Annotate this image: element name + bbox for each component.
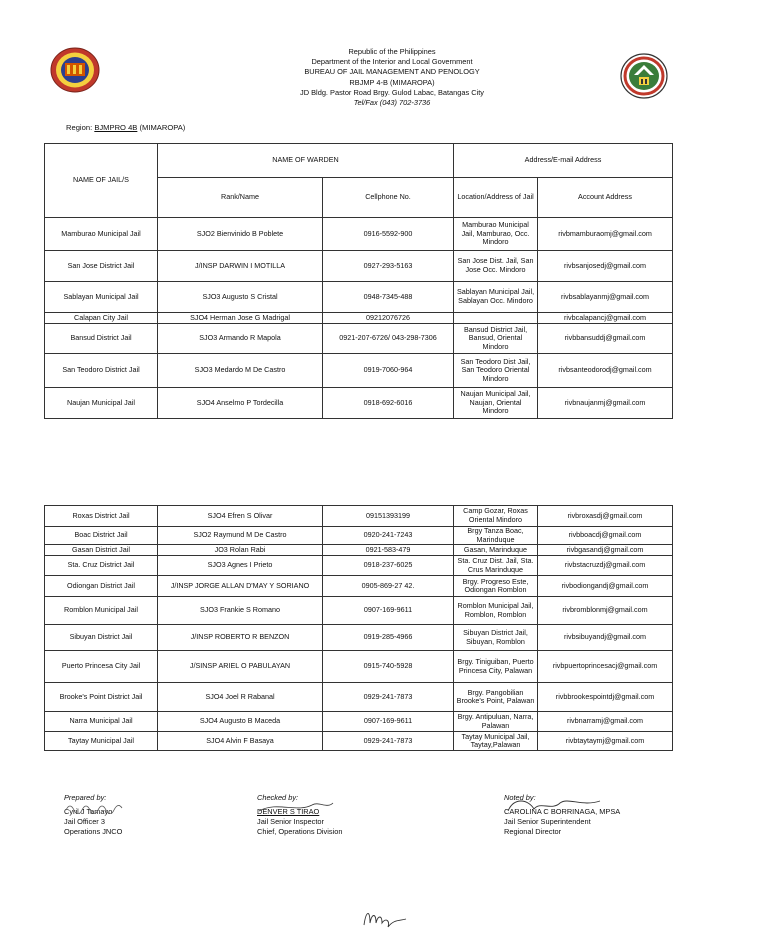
- jail-name-cell: Naujan Municipal Jail: [45, 388, 158, 419]
- header-line-telfax: Tel/Fax (043) 702-3736: [353, 98, 431, 108]
- email-cell: rivbgasandj@gmail.com: [538, 545, 673, 556]
- cellphone-cell: 0929-241-7873: [323, 683, 454, 712]
- table-row: [45, 282, 673, 313]
- email-cell: rivbcalapancj@gmail.com: [538, 313, 673, 324]
- header-cellphone: Cellphone No.: [323, 178, 454, 218]
- warden-cell: SJO4 Alvin F Basaya: [158, 732, 323, 751]
- cellphone-cell: 0916-5592-900: [323, 218, 454, 251]
- jail-name-cell: Sibuyan District Jail: [45, 625, 158, 651]
- cellphone-cell: 0905-869-27 42.: [323, 576, 454, 597]
- email-cell: rivbbansuddj@gmail.com: [538, 324, 673, 354]
- header-line-dilg: Department of the Interior and Local Government: [311, 57, 473, 67]
- header-location: Location/Address of Jail: [454, 178, 538, 218]
- jail-name-cell: Odiongan District Jail: [45, 576, 158, 597]
- region-label: Region:: [66, 123, 93, 132]
- table-row: [45, 251, 673, 282]
- noted-title2: Regional Director: [504, 827, 562, 836]
- header-line-address: JD Bldg. Pastor Road Brgy. Gulod Labac, Batangas City: [300, 87, 484, 97]
- location-cell: Sta. Cruz Dist. Jail, Sta. Crus Marinduque: [454, 556, 538, 576]
- table-row: [45, 545, 673, 556]
- handwritten-initials: [360, 905, 410, 931]
- cellphone-cell: 0919-285-4966: [323, 625, 454, 651]
- cellphone-cell: 0907-169-9611: [323, 712, 454, 732]
- location-cell: Naujan Municipal Jail, Naujan, Oriental Mindoro: [454, 388, 538, 419]
- jail-name-cell: Romblon Municipal Jail: [45, 597, 158, 625]
- noted-name: CAROLINA C BORRINAGA, MPSA: [504, 807, 621, 816]
- warden-cell: JO3 Rolan Rabi: [158, 545, 323, 556]
- cellphone-cell: 0919-7060-964: [323, 354, 454, 388]
- email-cell: rivbsablayanmj@gmail.com: [538, 282, 673, 313]
- warden-cell: SJO4 Augusto B Maceda: [158, 712, 323, 732]
- location-cell: Taytay Municipal Jail, Taytay,Palawan: [454, 732, 538, 751]
- header-warden: NAME OF WARDEN: [158, 144, 454, 178]
- warden-cell: SJO4 Joel R Rabanal: [158, 683, 323, 712]
- location-cell: Mamburao Municipal Jail, Mamburao, Occ. Mindoro: [454, 218, 538, 251]
- warden-cell: SJO3 Agnes I Prieto: [158, 556, 323, 576]
- email-cell: rivbsanteodorodj@gmail.com: [538, 354, 673, 388]
- jail-name-cell: San Teodoro District Jail: [45, 354, 158, 388]
- header-line-bjmp: BUREAU OF JAIL MANAGEMENT AND PENOLOGY: [304, 67, 480, 77]
- warden-cell: SJO3 Armando R Mapola: [158, 324, 323, 354]
- location-cell: Brgy. Antipuluan, Narra, Palawan: [454, 712, 538, 732]
- table-row: [45, 712, 673, 732]
- jail-directory-table-bottom: [44, 505, 673, 751]
- email-cell: rivbroxasdj@gmail.com: [538, 506, 673, 527]
- location-cell: [454, 313, 538, 324]
- table-row: [45, 506, 673, 527]
- noted-label: Noted by:: [504, 793, 536, 802]
- cellphone-cell: 0915-740-5928: [323, 651, 454, 683]
- prepared-name: Cyril J Tamayo: [64, 807, 113, 816]
- table-row: [45, 388, 673, 419]
- warden-cell: SJO3 Medardo M De Castro: [158, 354, 323, 388]
- table-row: [45, 556, 673, 576]
- location-cell: San Teodoro Dist Jail, San Teodoro Oriental Mindoro: [454, 354, 538, 388]
- cellphone-cell: 0921-583-479: [323, 545, 454, 556]
- header-line-region: RBJMP 4-B (MIMAROPA): [349, 77, 435, 87]
- table-row: [45, 732, 673, 751]
- location-cell: Bansud District Jail, Bansud, Oriental Mindoro: [454, 324, 538, 354]
- checked-name: DENVER S TIRAO: [257, 807, 320, 816]
- table-row: [45, 597, 673, 625]
- warden-cell: SJO3 Augusto S Cristal: [158, 282, 323, 313]
- location-cell: Gasan, Marinduque: [454, 545, 538, 556]
- jail-name-cell: Roxas District Jail: [45, 506, 158, 527]
- region-line: [66, 123, 185, 132]
- header-line-republic: Republic of the Philippines: [348, 47, 436, 56]
- table-row: [45, 354, 673, 388]
- warden-cell: J/INSP DARWIN I MOTILLA: [158, 251, 323, 282]
- warden-cell: SJO4 Herman Jose G Madrigal: [158, 313, 323, 324]
- jail-name-cell: Bansud District Jail: [45, 324, 158, 354]
- table-row: [45, 683, 673, 712]
- email-cell: rivbodiongandj@gmail.com: [538, 576, 673, 597]
- warden-cell: SJO3 Frankie S Romano: [158, 597, 323, 625]
- warden-cell: J/SINSP ARIEL O PABULAYAN: [158, 651, 323, 683]
- noted-title1: Jail Senior Superintendent: [504, 817, 591, 826]
- checked-title2: Chief, Operations Division: [257, 827, 343, 836]
- header-account: Account Address: [538, 178, 673, 218]
- location-cell: Sablayan Municipal Jail, Sablayan Occ. Mindoro: [454, 282, 538, 313]
- signature-scribble-prepared: [64, 802, 124, 814]
- header-address-email: Address/E-mail Address: [454, 144, 673, 178]
- table-row: [45, 625, 673, 651]
- header-jail: NAME OF JAIL/S: [45, 144, 158, 218]
- email-cell: rivbsanjosedj@gmail.com: [538, 251, 673, 282]
- location-cell: Sibuyan District Jail, Sibuyan, Romblon: [454, 625, 538, 651]
- jail-name-cell: Sablayan Municipal Jail: [45, 282, 158, 313]
- checked-label: Checked by:: [257, 793, 299, 802]
- cellphone-cell: 0929-241-7873: [323, 732, 454, 751]
- table-row: [45, 218, 673, 251]
- warden-cell: J/INSP ROBERTO R BENZON: [158, 625, 323, 651]
- warden-cell: J/INSP JORGE ALLAN D'MAY Y SORIANO: [158, 576, 323, 597]
- email-cell: rivbboacdj@gmail.com: [538, 527, 673, 545]
- table-row: [45, 527, 673, 545]
- bjmp-seal-left: [50, 47, 100, 93]
- email-cell: rivbpuertoprincesacj@gmail.com: [538, 651, 673, 683]
- cellphone-cell: 0921-207-6726/ 043-298-7306: [323, 324, 454, 354]
- location-cell: Brgy. Pangobilian Brooke's Point, Palawan: [454, 683, 538, 712]
- jail-name-cell: San Jose District Jail: [45, 251, 158, 282]
- checked-title1: Jail Senior Inspector: [257, 817, 324, 826]
- cellphone-cell: 0927-293-5163: [323, 251, 454, 282]
- jail-directory-table-top: [44, 143, 673, 419]
- location-cell: San Jose Dist. Jail, San Jose Occ. Mindoro: [454, 251, 538, 282]
- prepared-title1: Jail Officer 3: [64, 817, 105, 826]
- warden-cell: SJO2 Raymund M De Castro: [158, 527, 323, 545]
- checked-by-block: [257, 793, 342, 837]
- bjmp-seal-right: [620, 53, 668, 99]
- cellphone-cell: 09151393199: [323, 506, 454, 527]
- email-cell: rivbbrookespointdj@gmail.com: [538, 683, 673, 712]
- cellphone-cell: 0918-692-6016: [323, 388, 454, 419]
- jail-name-cell: Calapan City Jail: [45, 313, 158, 324]
- signature-scribble-checked: [257, 799, 337, 813]
- warden-cell: SJO4 Efren S Olivar: [158, 506, 323, 527]
- region-code: BJMPRO 4B: [94, 123, 138, 132]
- letterhead: [250, 47, 534, 108]
- prepared-by-block: [64, 793, 122, 837]
- table-row: [45, 324, 673, 354]
- jail-name-cell: Sta. Cruz District Jail: [45, 556, 158, 576]
- warden-cell: SJO4 Anselmo P Tordecilla: [158, 388, 323, 419]
- cellphone-cell: 09212076726: [323, 313, 454, 324]
- email-cell: rivbtaytaymj@gmail.com: [538, 732, 673, 751]
- email-cell: rivbmamburaomj@gmail.com: [538, 218, 673, 251]
- email-cell: rivbsibuyandj@gmail.com: [538, 625, 673, 651]
- region-name: (MIMAROPA): [139, 123, 186, 132]
- noted-by-block: [504, 793, 620, 837]
- cellphone-cell: 0920-241-7243: [323, 527, 454, 545]
- location-cell: Brgy. Tiniguiban, Puerto Princesa City, Palawan: [454, 651, 538, 683]
- jail-name-cell: Gasan District Jail: [45, 545, 158, 556]
- header-rank-name: Rank/Name: [158, 178, 323, 218]
- email-cell: rivbnaujanmj@gmail.com: [538, 388, 673, 419]
- cellphone-cell: 0948-7345-488: [323, 282, 454, 313]
- table-row: [45, 576, 673, 597]
- table-row: [45, 651, 673, 683]
- location-cell: Camp Gozar, Roxas Oriental Mindoro: [454, 506, 538, 527]
- jail-name-cell: Taytay Municipal Jail: [45, 732, 158, 751]
- cellphone-cell: 0918-237-6025: [323, 556, 454, 576]
- warden-cell: SJO2 Bienvinido B Poblete: [158, 218, 323, 251]
- email-cell: rivbnarramj@gmail.com: [538, 712, 673, 732]
- email-cell: rivbromblonmj@gmail.com: [538, 597, 673, 625]
- location-cell: Romblon Municipal Jail, Romblon, Romblon: [454, 597, 538, 625]
- jail-name-cell: Mamburao Municipal Jail: [45, 218, 158, 251]
- jail-name-cell: Brooke's Point District Jail: [45, 683, 158, 712]
- cellphone-cell: 0907-169-9611: [323, 597, 454, 625]
- jail-name-cell: Boac District Jail: [45, 527, 158, 545]
- email-cell: rivbstacruzdj@gmail.com: [538, 556, 673, 576]
- jail-name-cell: Narra Municipal Jail: [45, 712, 158, 732]
- location-cell: Brgy Tanza Boac, Marinduque: [454, 527, 538, 545]
- location-cell: Brgy. Progreso Este, Odiongan Romblon: [454, 576, 538, 597]
- table-row: [45, 313, 673, 324]
- prepared-label: Prepared by:: [64, 793, 107, 802]
- signature-scribble-noted: [504, 797, 604, 815]
- prepared-title2: Operations JNCO: [64, 827, 123, 836]
- jail-name-cell: Puerto Princesa City Jail: [45, 651, 158, 683]
